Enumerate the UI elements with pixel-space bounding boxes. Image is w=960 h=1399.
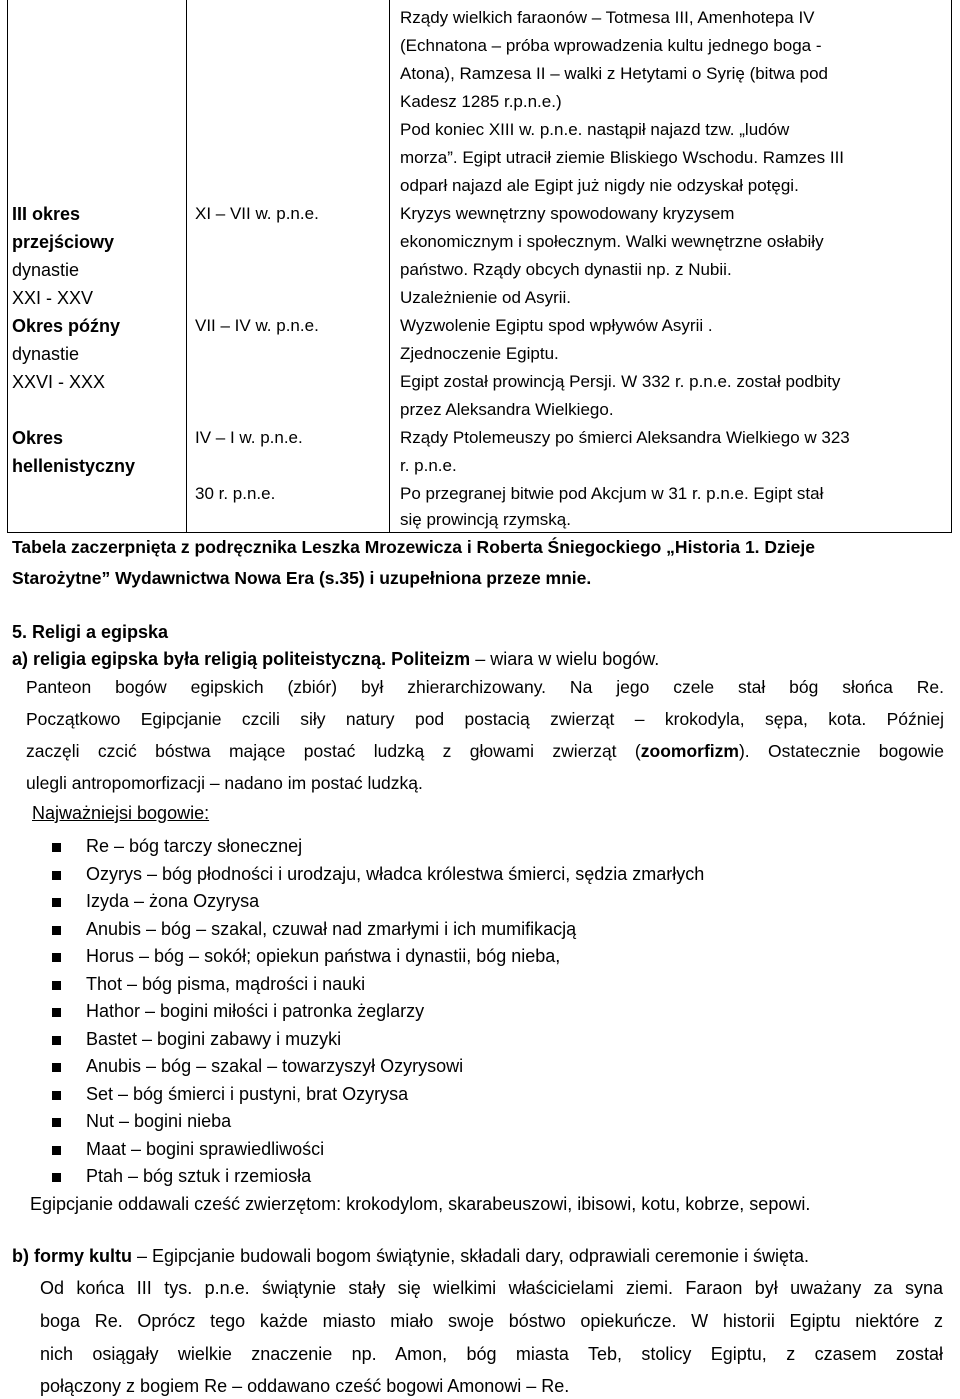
period-dates: 30 r. p.n.e.	[195, 484, 276, 503]
cell-text-line: Rządy wielkich faraonów – Totmesa III, Amenhotepa IV	[400, 8, 815, 27]
term-polytheism: Politeizm	[391, 649, 471, 669]
list-item-text: Thot – bóg pisma, mądrości i nauki	[86, 973, 366, 994]
cell-text-line: Po przegranej bitwie pod Akcjum w 31 r. p.n.e. Egipt stał	[400, 484, 824, 503]
bullet-square-icon	[52, 1146, 61, 1155]
table-border-col1	[186, 0, 187, 532]
table-border-left	[7, 0, 8, 532]
text-span: ). Ostatecznie bogowie	[738, 741, 944, 761]
list-item	[50, 1163, 704, 1191]
cell-text-line: Zjednoczenie Egiptu.	[400, 344, 559, 363]
gods-heading: Najważniejsi bogowie:	[32, 803, 210, 823]
bullet-square-icon	[52, 898, 61, 907]
source-note-line: Starożytne” Wydawnictwa Nowa Era (s.35) i uzupełniona przeze mnie.	[12, 568, 592, 588]
cell-text-line: Kadesz 1285 r.p.n.e.)	[400, 92, 562, 111]
list-item-text: Izyda – żona Ozyrysa	[86, 891, 260, 911]
subsection-a-heading	[12, 649, 659, 670]
period-name: Okres	[12, 428, 64, 448]
period-dynasties: XXVI - XXX	[12, 372, 106, 392]
list-item	[50, 1136, 704, 1164]
bullet-square-icon	[52, 1036, 61, 1045]
bullet-square-icon	[52, 981, 61, 990]
subsection-b-line	[12, 1246, 809, 1267]
source-note-line: Tabela zaczerpnięta z podręcznika Leszka Mrozewicza i Roberta Śniegockiego „Historia 1. Dzieje	[12, 537, 815, 557]
cell-text-line: Uzależnienie od Asyrii.	[400, 288, 572, 307]
paragraph-line: boga Re. Oprócz tego każde miasto miało swoje bóstwo opiekuńcze. W historii Egiptu niektóre z	[40, 1311, 943, 1331]
bullet-square-icon	[52, 926, 61, 935]
table-border-right	[951, 0, 952, 532]
term-definition: – wiara w wielu bogów.	[470, 649, 660, 669]
list-item-text: Anubis – bóg – szakal, czuwał nad zmarłymi i ich mumifikacją	[86, 918, 577, 939]
bullet-square-icon	[52, 1008, 61, 1017]
term-zoomorphism: zoomorfizm	[640, 741, 739, 761]
paragraph-line: nich osiągały wielkie znaczenie np. Amon, bóg miasta Teb, stolicy Egiptu, z czasem został	[40, 1344, 943, 1364]
list-item	[50, 1026, 704, 1054]
list-item	[50, 1081, 704, 1109]
list-item-text: Nut – bogini nieba	[86, 1111, 232, 1131]
paragraph-line: połączony z bogiem Re – oddawano cześć bogowi Amonowi – Re.	[40, 1376, 570, 1396]
list-item-text: Maat – bogini sprawiedliwości	[86, 1138, 325, 1159]
period-dates: IV – I w. p.n.e.	[195, 428, 303, 447]
paragraph-line	[26, 741, 944, 762]
period-dynasties-label: dynastie	[12, 344, 80, 364]
period-name: Okres późny	[12, 316, 121, 336]
period-name: przejściowy	[12, 232, 115, 252]
cell-text-line: Rządy Ptolemeuszy po śmierci Aleksandra Wielkiego w 323	[400, 428, 850, 447]
list-item	[50, 861, 704, 889]
cell-text-line: odparł najazd ale Egipt już nigdy nie odzyskał potęgi.	[400, 176, 799, 195]
paragraph-line: Początkowo Egipcjanie czcili siły natury pod postacią zwierząt – krokodyla, sępa, kota. Później	[26, 709, 944, 729]
list-item	[50, 833, 704, 861]
list-item-text: Horus – bóg – sokół; opiekun państwa i dynastii, bóg nieba,	[86, 946, 561, 966]
list-item	[50, 943, 704, 971]
bullet-square-icon	[52, 843, 61, 852]
text-span: zaczęli czcić bóstwa mające postać ludzką z głowami zwierząt (	[26, 741, 641, 761]
bullet-square-icon	[52, 953, 61, 962]
cell-text-line: (Echnatona – próba wprowadzenia kultu jednego boga -	[400, 36, 822, 55]
list-item	[50, 971, 704, 999]
cell-text-line: morza”. Egipt utracił ziemie Bliskiego Wschodu. Ramzes III	[400, 148, 845, 167]
cell-text-line: Wyzwolenie Egiptu spod wpływów Asyrii .	[400, 316, 713, 335]
paragraph-line: Panteon bogów egipskich (zbiór) był zhierarchizowany. Na jego czele stał bóg słońca Re.	[26, 677, 944, 697]
list-item	[50, 998, 704, 1026]
subsection-a-title: a) religia egipska była religią politeistyczną.	[12, 649, 387, 669]
period-dynasties-label: dynastie	[12, 260, 80, 280]
list-item-text: Re – bóg tarczy słonecznej	[86, 836, 303, 856]
list-item-text: Set – bóg śmierci i pustyni, brat Ozyrysa	[86, 1083, 409, 1104]
bullet-square-icon	[52, 1091, 61, 1100]
list-item	[50, 1108, 704, 1136]
bullet-square-icon	[52, 1118, 61, 1127]
cell-text-line: Egipt został prowincją Persji. W 332 r. p.n.e. został podbity	[400, 372, 841, 391]
text-span: – Egipcjanie budowali bogom świątynie, składali dary, odprawiali ceremonie i święta.	[132, 1246, 810, 1266]
period-dynasties: XXI - XXV	[12, 288, 94, 308]
subsection-b-title: b) formy kultu	[12, 1246, 132, 1266]
bullet-square-icon	[52, 871, 61, 880]
list-item	[50, 916, 704, 944]
bullet-square-icon	[52, 1173, 61, 1182]
period-dates: XI – VII w. p.n.e.	[195, 204, 319, 223]
paragraph-line: Od końca III tys. p.n.e. świątynie stały się wielkimi właścicielami ziemi. Faraon był uważany za syna	[40, 1278, 943, 1298]
cell-text-line: państwo. Rządy obcych dynastii np. z Nubii.	[400, 260, 732, 279]
period-name: hellenistyczny	[12, 456, 136, 476]
section-heading: 5. Religi a egipska	[12, 622, 169, 642]
cell-text-line: Atona), Ramzesa II – walki z Hetytami o Syrię (bitwa pod	[400, 64, 828, 83]
cell-text-line: Kryzys wewnętrzny spowodowany kryzysem	[400, 204, 735, 223]
list-item-text: Anubis – bóg – szakal – towarzyszył Ozyrysowi	[86, 1056, 464, 1076]
period-dates: VII – IV w. p.n.e.	[195, 316, 319, 335]
gods-list	[50, 833, 704, 1191]
cell-text-line: r. p.n.e.	[400, 456, 457, 475]
list-item-text: Hathor – bogini miłości i patronka żeglarzy	[86, 1001, 425, 1021]
period-name: III okres	[12, 204, 81, 224]
list-item-text: Bastet – bogini zabawy i muzyki	[86, 1028, 342, 1049]
list-item	[50, 1053, 704, 1081]
animals-sentence: Egipcjanie oddawali cześć zwierzętom: krokodylom, skarabeuszowi, ibisowi, kotu, kobrze, sepowi.	[30, 1194, 811, 1214]
table-border-col2	[389, 0, 390, 532]
cell-text-line: Pod koniec XIII w. p.n.e. nastąpił najazd tzw. „ludów	[400, 120, 790, 139]
list-item-text: Ozyrys – bóg płodności i urodzaju, władca królestwa śmierci, sędzia zmarłych	[86, 863, 705, 884]
list-item	[50, 888, 704, 916]
cell-text-line: ekonomicznym i społecznym. Walki wewnętrzne osłabiły	[400, 232, 824, 251]
bullet-square-icon	[52, 1063, 61, 1072]
cell-text-line: się prowincją rzymską.	[400, 510, 571, 529]
cell-text-line: przez Aleksandra Wielkiego.	[400, 400, 614, 419]
paragraph-line: ulegli antropomorfizacji – nadano im postać ludzką.	[26, 773, 423, 793]
list-item-text: Ptah – bóg sztuk i rzemiosła	[86, 1166, 312, 1186]
